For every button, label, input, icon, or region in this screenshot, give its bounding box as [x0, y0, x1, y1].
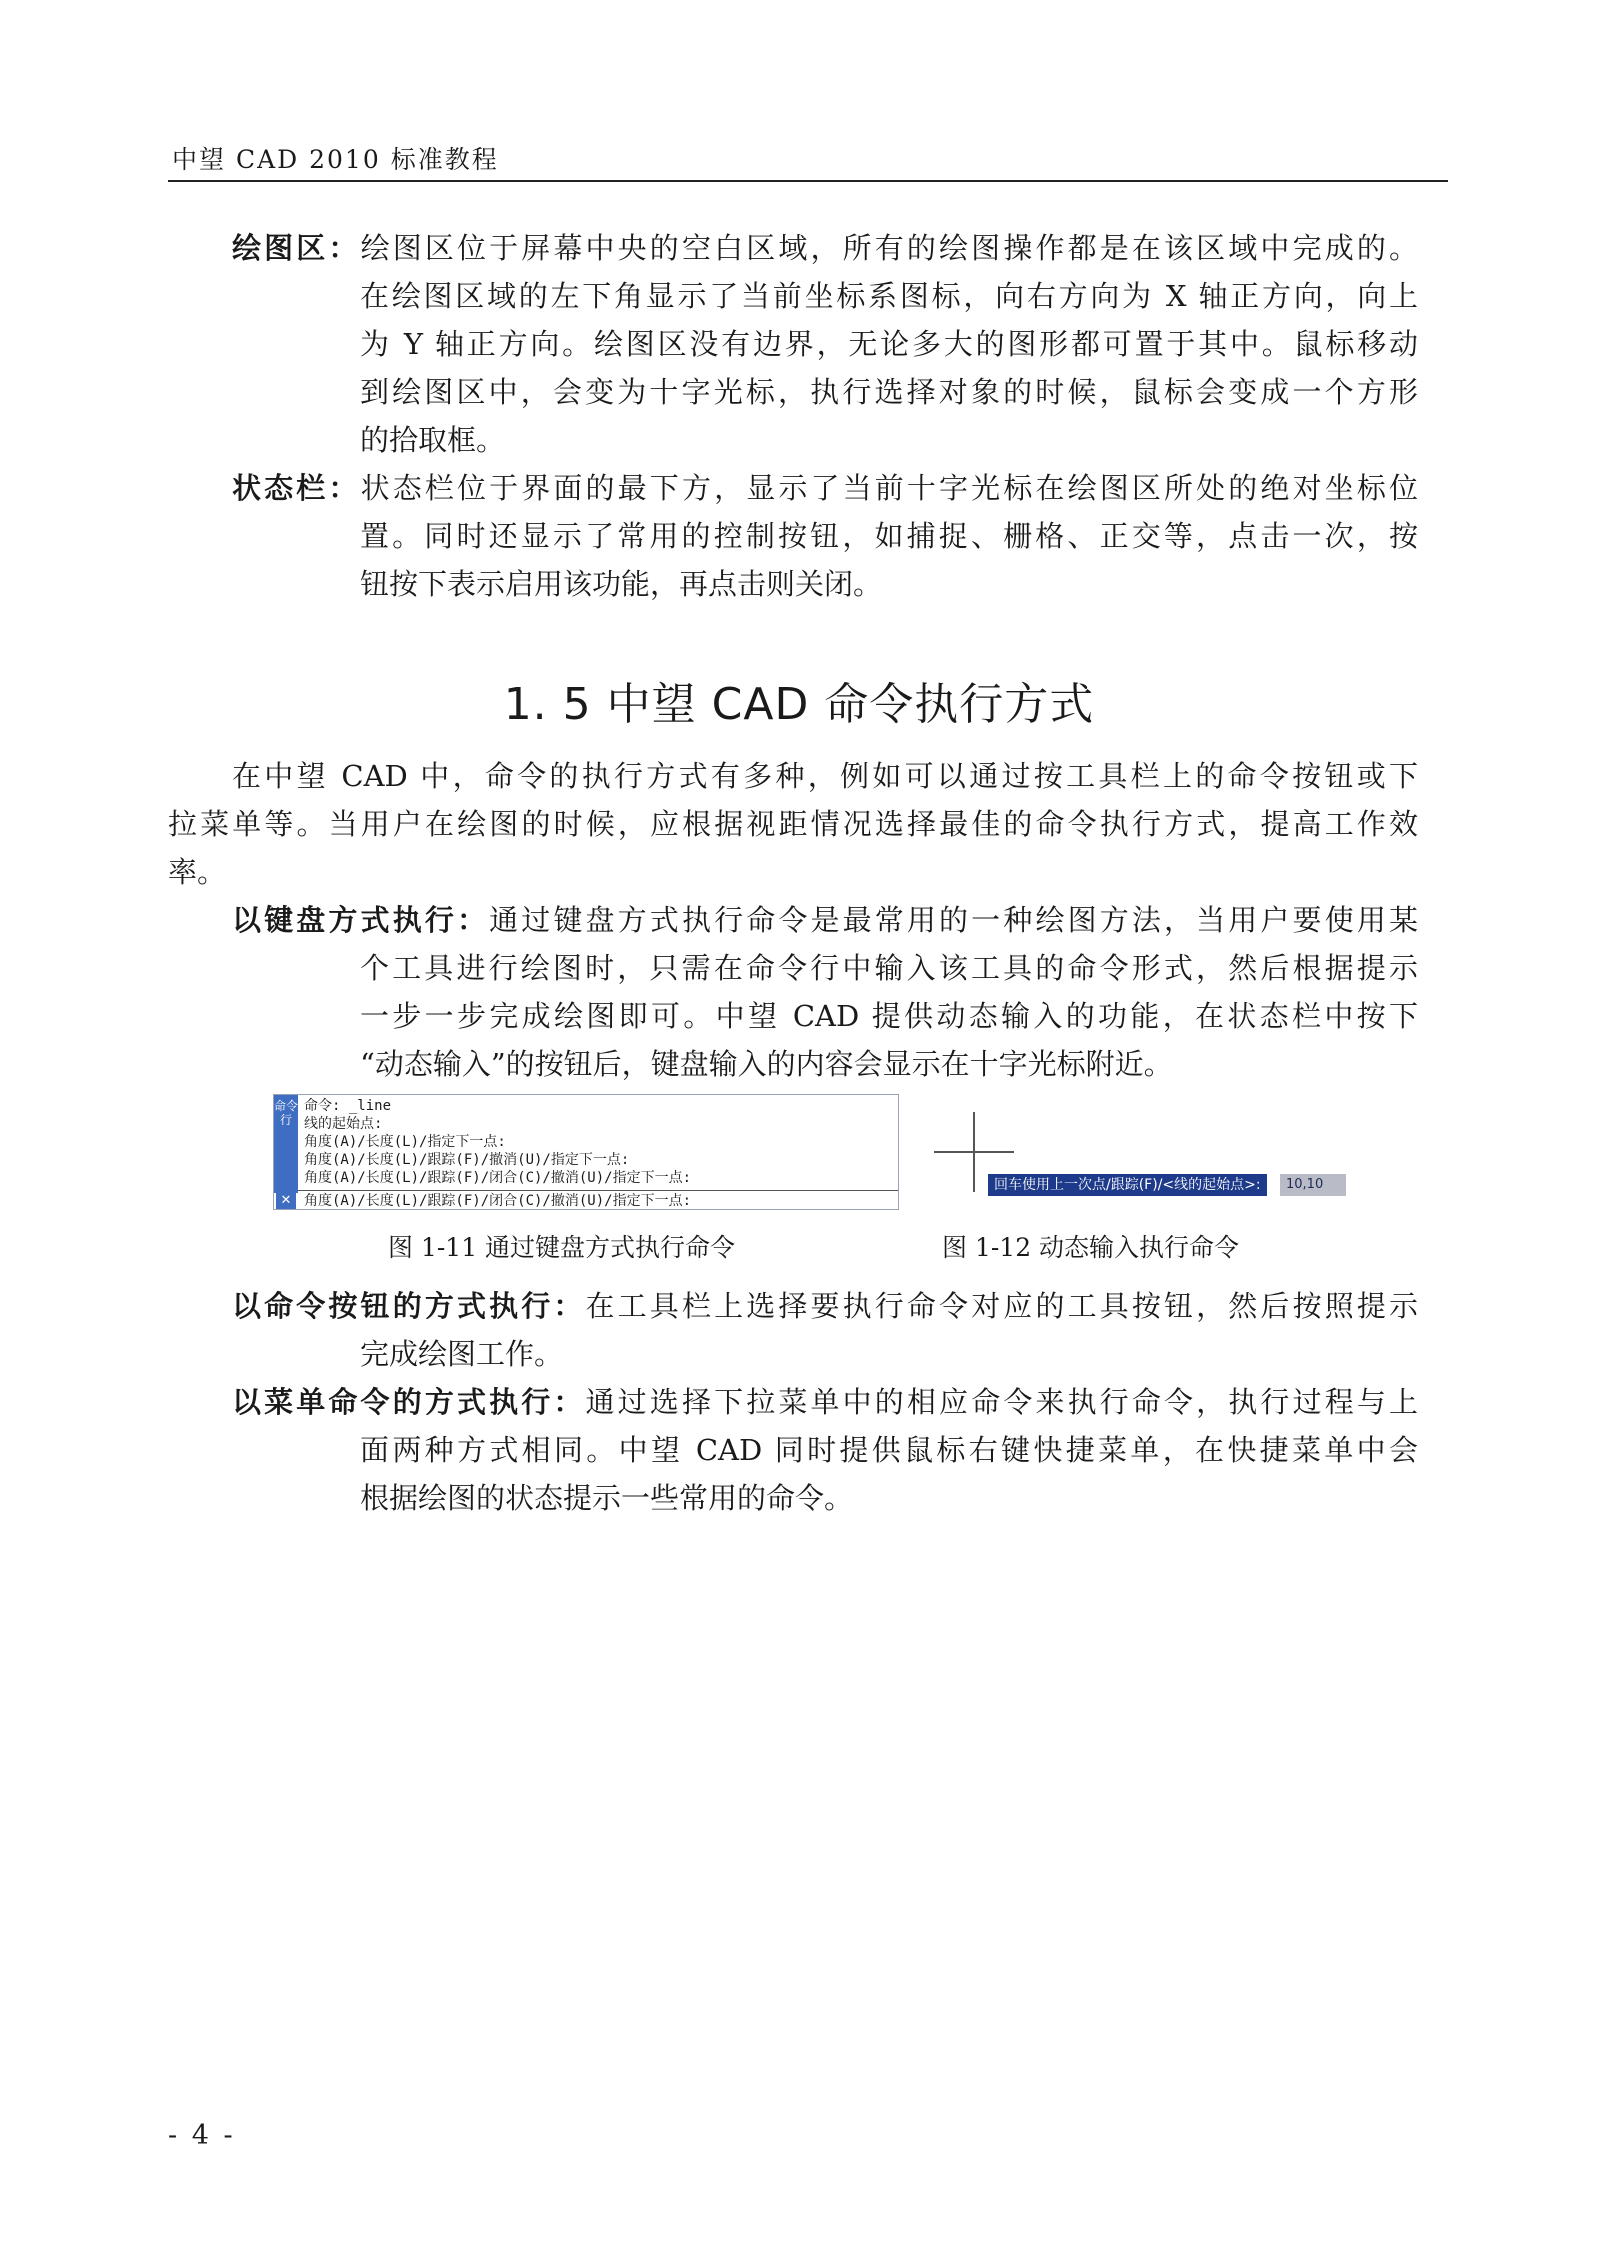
definition-drawing-area: [232, 224, 1418, 464]
command-history: [304, 1097, 691, 1187]
definition-toolbar-button: [232, 1282, 1418, 1378]
definition-line: 面两种方式相同。中望 CAD 同时提供鼠标右键快捷菜单，在快捷菜单中会: [360, 1433, 1418, 1467]
definition-line: 置。同时还显示了常用的控制按钮，如捕捉、栅格、正交等，点击一次，按: [360, 519, 1418, 553]
definition-line: 个工具进行绘图时，只需在命令行中输入该工具的命令形式，然后根据提示: [360, 951, 1418, 985]
definition-line: 根据绘图的状态提示一些常用的命令。: [360, 1481, 854, 1515]
definition-term: 状态栏：: [232, 471, 361, 505]
dynamic-input-prompt: 回车使用上一次点/跟踪(F)/<线的起始点>:: [988, 1174, 1267, 1196]
command-line-panel: [273, 1094, 899, 1210]
command-history-line: 命令: _line: [304, 1098, 392, 1114]
command-history-line: 角度(A)/长度(L)/跟踪(F)/撤消(U)/指定下一点:: [304, 1152, 630, 1168]
figure-caption: 图 1-11 通过键盘方式执行命令: [388, 1233, 736, 1262]
header-title: 中望 CAD 2010 标准教程: [172, 145, 499, 174]
paragraph-line: 拉菜单等。当用户在绘图的时候，应根据视距情况选择最佳的命令执行方式，提高工作效: [168, 807, 1418, 841]
definition-line: 一步一步完成绘图即可。中望 CAD 提供动态输入的功能，在状态栏中按下: [360, 999, 1418, 1033]
command-history-line: 角度(A)/长度(L)/指定下一点:: [304, 1134, 506, 1150]
definition-line: 以命令按钮的方式执行：在工具栏上选择要执行命令对应的工具按钮，然后按照提示: [232, 1289, 1418, 1323]
definition-term: 以键盘方式执行：: [232, 903, 490, 937]
definition-line: 状态栏：状态栏位于界面的最下方，显示了当前十字光标在绘图区所处的绝对坐标位: [232, 471, 1418, 505]
definition-line: 完成绘图工作。: [360, 1337, 564, 1371]
definition-term: 以命令按钮的方式执行：: [232, 1289, 586, 1323]
command-history-line: 角度(A)/长度(L)/跟踪(F)/闭合(C)/撤消(U)/指定下一点:: [304, 1170, 692, 1186]
command-line-side-label: 命令行: [274, 1095, 298, 1193]
definition-line: 以菜单命令的方式执行：通过选择下拉菜单中的相应命令来执行命令，执行过程与上: [232, 1385, 1418, 1419]
definition-line: 到绘图区中，会变为十字光标，执行选择对象的时候，鼠标会变成一个方形: [360, 375, 1418, 409]
intro-paragraph: [168, 752, 1418, 896]
definition-line: “动态输入”的按钮后，键盘输入的内容会显示在十字光标附近。: [360, 1047, 1173, 1081]
figure-caption: 图 1-12 动态输入执行命令: [942, 1233, 1240, 1262]
definition-status-bar: [232, 464, 1418, 608]
page-number: - 4 -: [168, 2120, 236, 2151]
definition-line: 钮按下表示启用该功能，再点击则关闭。: [360, 567, 883, 601]
paragraph-line: 在中望 CAD 中，命令的执行方式有多种，例如可以通过按工具栏上的命令按钮或下: [232, 759, 1418, 793]
dynamic-input-field[interactable]: 10,10: [1280, 1174, 1346, 1196]
paragraph-line: 率。: [168, 855, 227, 889]
definition-keyboard: [232, 896, 1418, 1088]
definition-line: 的拾取框。: [360, 423, 506, 457]
definition-term: 以菜单命令的方式执行：: [232, 1385, 586, 1419]
command-input[interactable]: 角度(A)/长度(L)/跟踪(F)/闭合(C)/撤消(U)/指定下一点:: [298, 1190, 898, 1210]
close-icon[interactable]: ✕: [276, 1193, 296, 1209]
definition-term: 绘图区：: [232, 231, 361, 265]
definition-line: 在绘图区域的左下角显示了当前坐标系图标，向右方向为 X 轴正方向，向上: [360, 279, 1418, 313]
definition-line: 绘图区：绘图区位于屏幕中央的空白区域，所有的绘图操作都是在该区域中完成的。: [232, 231, 1418, 265]
section-title: 1. 5 中望 CAD 命令执行方式: [503, 679, 1095, 730]
command-history-line: 线的起始点:: [304, 1116, 383, 1132]
definition-line: 以键盘方式执行：通过键盘方式执行命令是最常用的一种绘图方法，当用户要使用某: [232, 903, 1418, 937]
page-header: [168, 136, 1448, 182]
definition-line: 为 Y 轴正方向。绘图区没有边界，无论多大的图形都可置于其中。鼠标移动: [360, 327, 1418, 361]
definition-menu-command: [232, 1378, 1418, 1522]
